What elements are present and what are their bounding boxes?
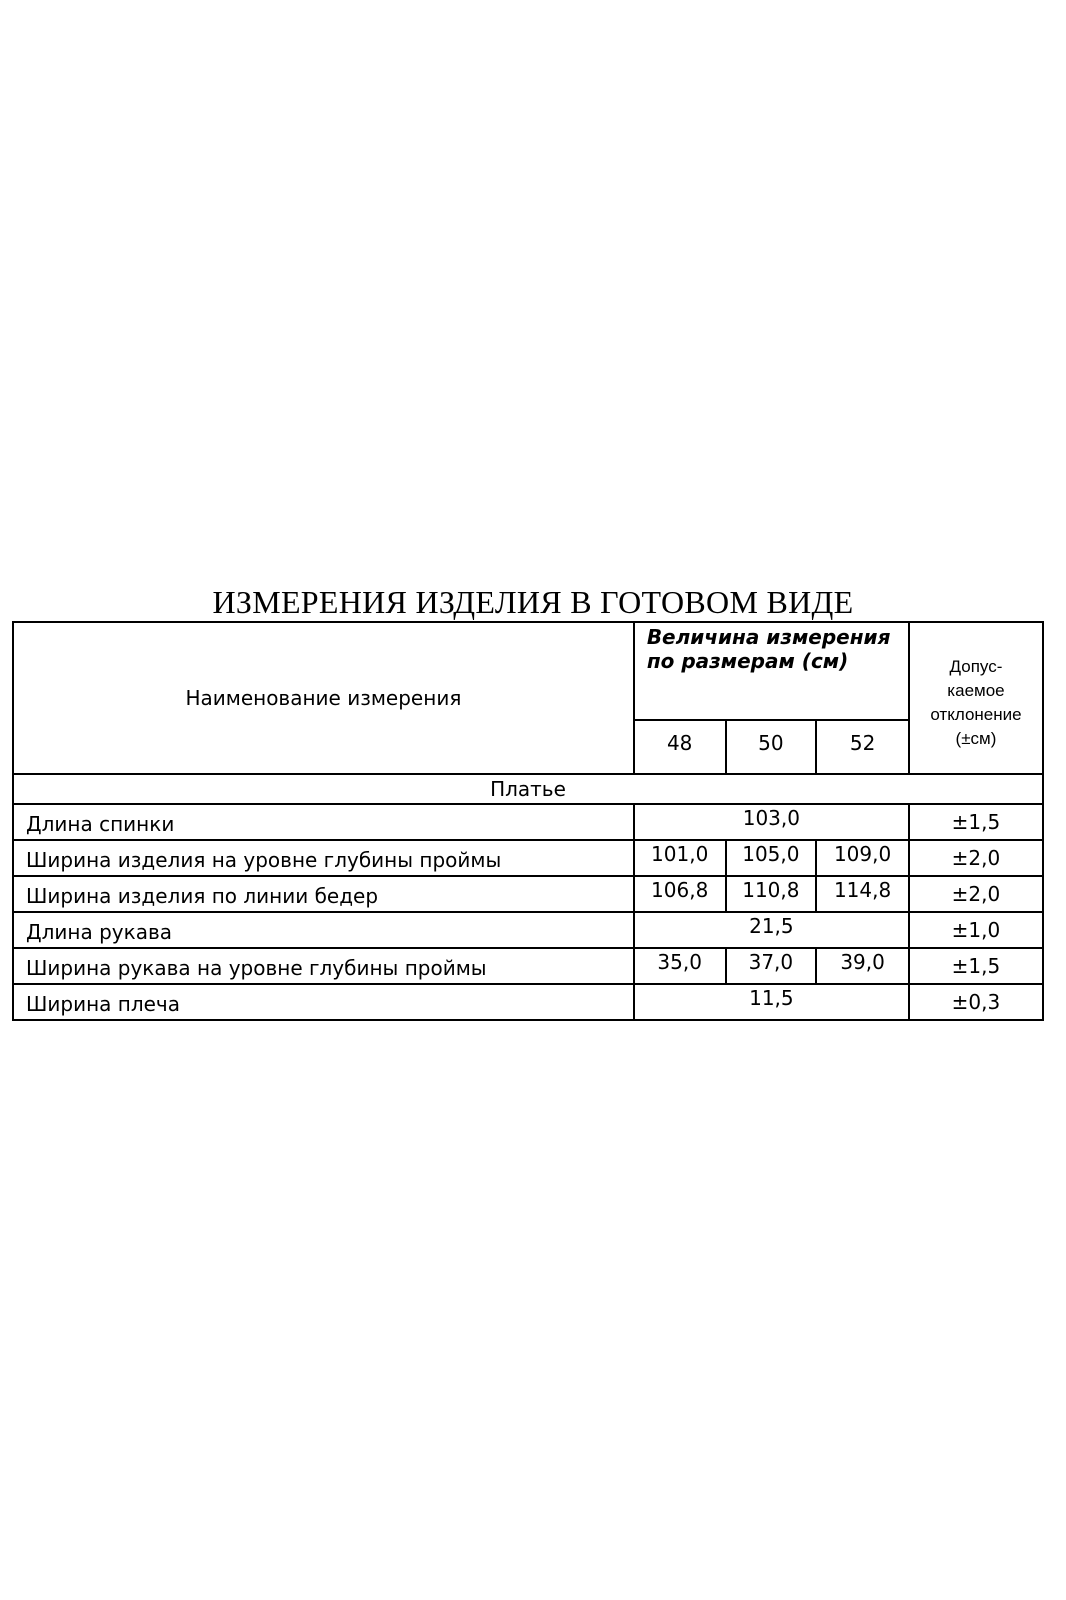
measure-value-52: 39,0 <box>816 948 909 984</box>
measure-value-50: 110,8 <box>726 876 817 912</box>
measure-name: Длина спинки <box>13 804 634 840</box>
header-tolerance-line: (±см) <box>955 729 997 748</box>
header-tolerance-line: Допус- <box>949 657 1003 676</box>
size-header-50: 50 <box>726 720 817 774</box>
section-row <box>13 774 1043 804</box>
header-tolerance <box>909 622 1043 774</box>
measure-name: Ширина рукава на уровне глубины проймы <box>13 948 634 984</box>
table-row <box>13 840 1043 876</box>
measure-value-merged: 103,0 <box>634 804 909 840</box>
document-title: ИЗМЕРЕНИЯ ИЗДЕЛИЯ В ГОТОВОМ ВИДЕ <box>212 584 854 620</box>
section-title: Платье <box>13 774 1043 804</box>
measure-value-50: 37,0 <box>726 948 817 984</box>
size-header-48: 48 <box>634 720 726 774</box>
measure-value-50: 105,0 <box>726 840 817 876</box>
measure-tolerance: ±2,0 <box>909 876 1043 912</box>
header-tolerance-line: каемое <box>947 681 1005 700</box>
measure-tolerance: ±1,5 <box>909 804 1043 840</box>
measure-name: Ширина изделия на уровне глубины проймы <box>13 840 634 876</box>
measure-value-52: 109,0 <box>816 840 909 876</box>
table-row <box>13 984 1043 1020</box>
measure-value-48: 106,8 <box>634 876 726 912</box>
table-row <box>13 876 1043 912</box>
table-row <box>13 948 1043 984</box>
measure-value-52: 114,8 <box>816 876 909 912</box>
measure-value-48: 35,0 <box>634 948 726 984</box>
measure-tolerance: ±2,0 <box>909 840 1043 876</box>
header-row <box>13 622 1043 720</box>
header-tolerance-line: отклонение <box>930 705 1022 724</box>
header-sizes-group: Величина измерения по размерам (см) <box>634 622 909 720</box>
size-header-52: 52 <box>816 720 909 774</box>
measure-value-48: 101,0 <box>634 840 726 876</box>
measure-name: Ширина плеча <box>13 984 634 1020</box>
measure-tolerance: ±1,5 <box>909 948 1043 984</box>
header-measure-name: Наименование измерения <box>13 622 634 774</box>
measure-name: Ширина изделия по линии бедер <box>13 876 634 912</box>
measure-value-merged: 21,5 <box>634 912 909 948</box>
table-row <box>13 804 1043 840</box>
measure-tolerance: ±0,3 <box>909 984 1043 1020</box>
table-row <box>13 912 1043 948</box>
measure-value-merged: 11,5 <box>634 984 909 1020</box>
measure-tolerance: ±1,0 <box>909 912 1043 948</box>
measurements-table <box>12 621 1044 1021</box>
measure-name: Длина рукава <box>13 912 634 948</box>
